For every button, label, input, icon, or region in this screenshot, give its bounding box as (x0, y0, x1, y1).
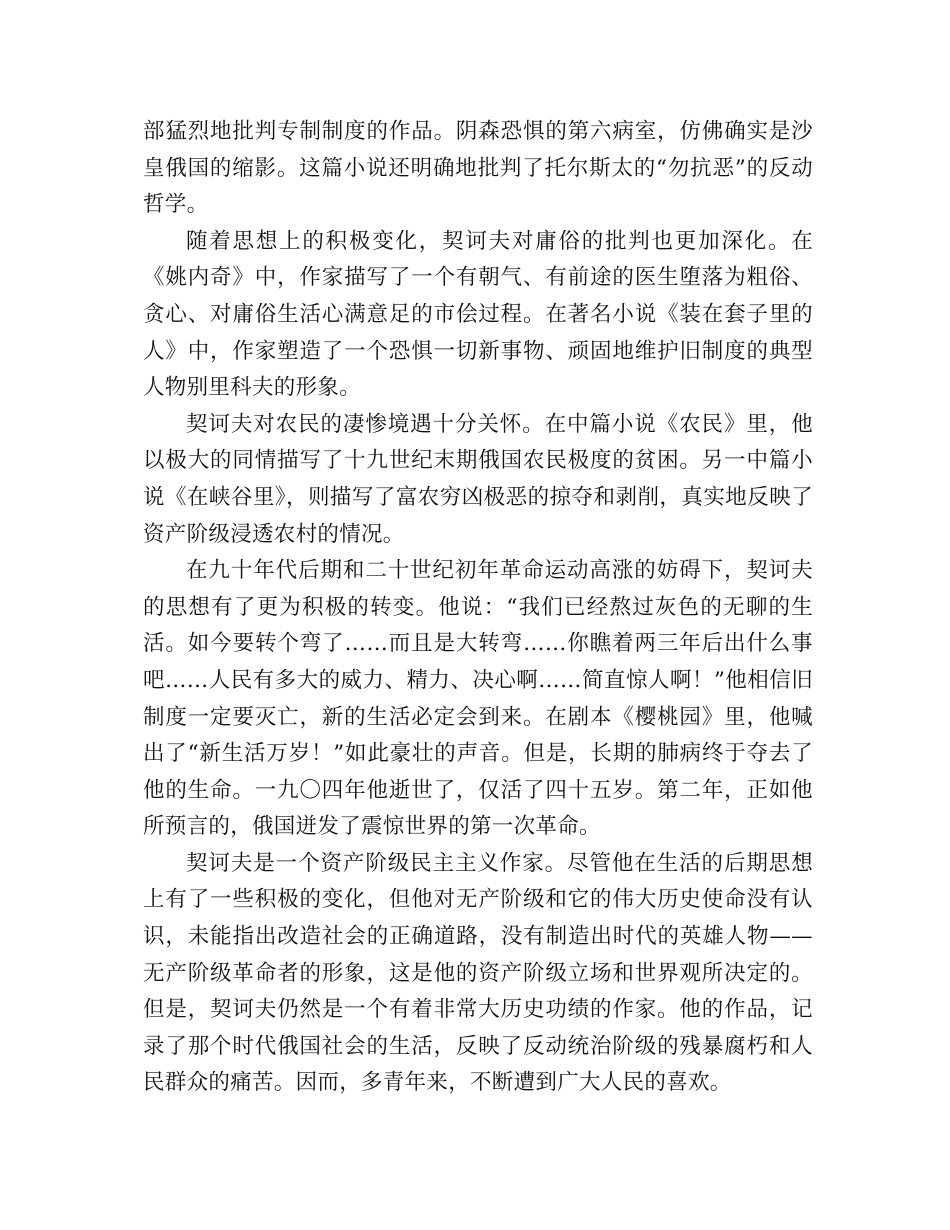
paragraph-revolution: 在九十年代后期和二十世纪初年革命运动高涨的妨碍下，契诃夫的思想有了更为积极的转变。他说：“我们已经熬过灰色的无聊的生活。如今要转个弯了……而且是大转弯……你瞧着两三年后出什么事吧……人民有多大的威力、精力、决心啊……简直惊人啊！”他相信旧制度一定要灭亡，新的生活必定会到来。在剧本《樱桃园》里，他喊出了“新生活万岁！”如此豪壮的声音。但是，长期的肺病终于夺去了他的生命。一九〇四年他逝世了，仅活了四十五岁。第二年，正如他所预言的，俄国迸发了震惊世界的第一次革命。 (143, 558, 813, 840)
paragraph-continued: 部猛烈地批判专制制度的作品。阴森恐惧的第六病室，仿佛确实是沙皇俄国的缩影。这篇小说还明确地批判了托尔斯太的“勿抗恶”的反动哲学。 (143, 119, 813, 218)
document-body (143, 114, 813, 1102)
paragraph-conclusion: 契诃夫是一个资产阶级民主主义作家。尽管他在生活的后期思想上有了一些积极的变化，但他对无产阶级和它的伟大历史使命没有认识，未能指出改造社会的正确道路，没有制造出时代的英雄人物——无产阶级革命者的形象，这是他的资产阶级立场和世界观所决定的。但是，契诃夫仍然是一个有着非常大历史功绩的作家。他的作品，记录了那个时代俄国社会的生活，反映了反动统治阶级的残暴腐朽和人民群众的痛苦。因而，多青年来，不断遭到广大人民的喜欢。 (143, 850, 813, 1096)
paragraph-philistinism: 随着思想上的积极变化，契诃夫对庸俗的批判也更加深化。在《姚内奇》中，作家描写了一个有朝气、有前途的医生堕落为粗俗、贪心、对庸俗生活心满意足的市侩过程。在著名小说《装在套子里的人》中，作家塑造了一个恐惧一切新事物、顽固地维护旧制度的典型人物别里科夫的形象。 (143, 228, 813, 401)
paragraph-peasants: 契诃夫对农民的凄惨境遇十分关怀。在中篇小说《农民》里，他以极大的同情描写了十九世纪末期俄国农民极度的贫困。另一中篇小说《在峡谷里》，则描写了富农穷凶极恶的掠夺和剥削，真实地反映了资产阶级浸透农村的情况。 (143, 411, 813, 547)
